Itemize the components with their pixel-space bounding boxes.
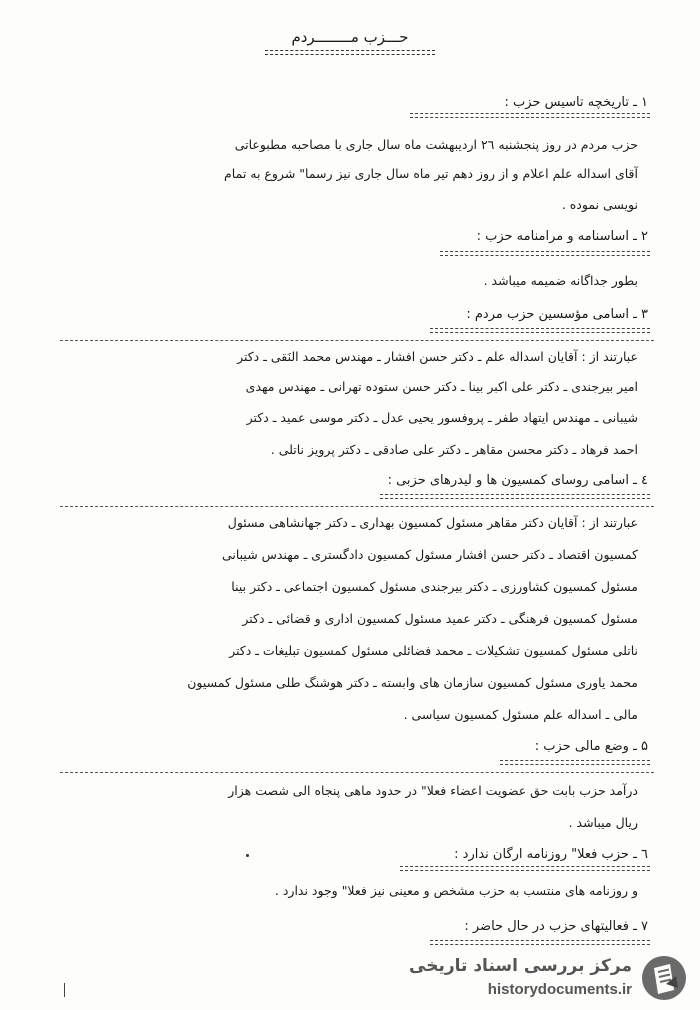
watermark-name: مرکز بررسی اسناد تاریخی [409, 956, 632, 976]
section-6-line-1: و روزنامه های منتسب به حزب مشخص و معینی نیز فعلا" وجود ندارد . [274, 883, 638, 898]
watermark-url[interactable]: historydocuments.ir [487, 981, 632, 998]
document-seal-icon [640, 954, 688, 1002]
section-7-heading: ۷ ـ فعالیتهای حزب در حال حاضر : [464, 919, 648, 934]
section-3-underline [430, 328, 650, 333]
section-1-underline [410, 113, 650, 118]
section-4-line-7: مالی ـ اسداله علم مسئول کمسیون سیاسی . [403, 707, 638, 722]
section-6-heading: ٦ ـ حزب فعلا" روزنامه ارگان ندارد : [454, 847, 648, 862]
section-5-line-1: درآمد حزب بابت حق عضویت اعضاء فعلا" در حدود ماهی پنجاه الی شصت هزار [228, 783, 638, 798]
section-3-line-4: احمد فرهاد ـ دکتر محسن مقاهر ـ دکتر علی صادقی ـ دکتر پرویز ناتلی . [270, 442, 638, 457]
section-6-underline [400, 866, 650, 871]
section-3-heading: ۳ ـ اسامی مؤسسین حزب مردم : [466, 307, 648, 322]
section-1-heading: ۱ ـ تاریخچه تاسیس حزب : [504, 95, 648, 110]
section-7-underline [430, 940, 650, 945]
section-4-line-4: مسئول کمسیون فرهنگی ـ دکتر عمید مسئول کمسیون اداری و قضائی ـ دکتر [242, 611, 638, 626]
section-5-heading: ۵ ـ وضع مالی حزب : [534, 739, 648, 754]
section-3-line-2: امیر بیرجندی ـ دکتر علی اکبر بینا ـ دکتر حسن ستوده تهرانی ـ مهندس مهدی [245, 379, 638, 394]
ink-speck [246, 854, 249, 857]
section-2-heading: ۲ ـ اساسنامه و مرامنامه حزب : [476, 229, 648, 244]
section-4-line-3: مسئول کمسیون کشاورزی ـ دکتر بیرجندی مسئول کمسیون اجتماعی ـ دکتر بینا [231, 579, 638, 594]
section-2-underline [440, 251, 650, 256]
section-5-underline [500, 760, 650, 765]
section-4-line-5: ناتلی مسئول کمسیون تشکیلات ـ محمد فضائلی مسئول کمسیون تبلیغات ـ دکتر [229, 643, 638, 658]
section-1-line-1: حزب مردم در روز پنجشنبه ۲٦ اردیبهشت ماه سال جاری با مصاحبه مطبوعاتی [234, 137, 638, 152]
party-title: حـــزب مــــــــردم [291, 28, 409, 46]
margin-mark [64, 983, 65, 997]
section-4-line-1: عبارتند از : آقایان دکتر مقاهر مسئول کمسیون بهداری ـ دکتر جهانشاهی مسئول [227, 515, 638, 530]
section-4-underline [380, 494, 650, 499]
section-5-line-2: ریال میباشد . [568, 815, 638, 830]
section-3-line-1: عبارتند از : آقایان اسداله علم ـ دکتر حسن افشار ـ مهندس محمد النَقی ـ دکتر [237, 349, 638, 364]
section-1-line-3: نویسی نموده . [561, 197, 638, 212]
section-4-line-6: محمد یاوری مسئول کمسیون سازمان های وابسته ـ دکتر هوشنگ طلی مسئول کمسیون [187, 675, 638, 690]
section-3-line-3: شیبانی ـ مهندس ایتهاد طفر ـ پروفسور یحیی عدل ـ دکتر موسی عمید ـ دکتر [246, 410, 638, 425]
document-header [0, 28, 700, 55]
header-rule [265, 50, 435, 55]
section-3-divider [60, 340, 654, 341]
section-4-heading: ٤ ـ اسامی روسای کمسیون ها و لیدرهای حزبی : [387, 473, 648, 488]
section-4-line-2: کمسیون اقتصاد ـ دکتر حسن افشار مسئول کمسیون دادگستری ـ مهندس شیبانی [221, 547, 638, 562]
section-2-line-1: بطور جداگانه ضمیمه میباشد . [483, 273, 638, 288]
section-4-divider [60, 506, 654, 507]
section-1-line-2: آقای اسداله علم اعلام و از روز دهم تیر ماه سال جاری نیز رسما" شروع به تمام [224, 166, 638, 181]
section-5-divider [60, 772, 654, 773]
archive-watermark [410, 952, 694, 1004]
